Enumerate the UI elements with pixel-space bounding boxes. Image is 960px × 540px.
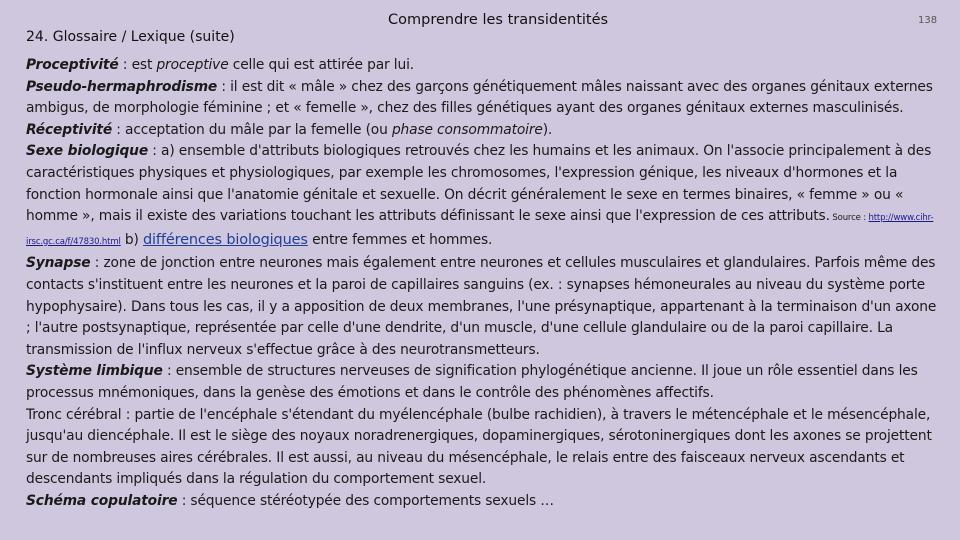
term: Réceptivité bbox=[26, 121, 113, 138]
term: Sexe biologique bbox=[26, 143, 149, 160]
term: Pseudo-hermaphrodisme bbox=[26, 78, 218, 95]
source-label: Source : bbox=[829, 213, 869, 224]
entry-pseudo-hermaphrodisme: Pseudo-hermaphrodisme : il est dit « mâle » chez des garçons génétiquement mâles naissant avec des organes génitaux externes ambigus, de morphologie féminine ; et « femelle », chez des filles génétiques ayant des organes génitaux externes masculinisés. bbox=[26, 78, 933, 117]
entry-sexe-biologique: Sexe biologique : a) ensemble d'attributs biologiques retrouvés chez les humains et les animaux. On l'associe principalement à des caractéristiques physiques et physiologiques, par exemple les chromosomes, l'expression génique, les niveaux d'hormones et la fonction hormonale ainsi que l'anatomie génitale et sexuelle. On décrit généralement le sexe en termes binaires, « femme » ou « homme », mais il existe des variations touchant les attributs définissant le sexe ainsi que l'expression de ces attributs. Source : http://www.cihr-irsc.gc.ca/f/47830.html b) différences biologiques entre femmes et hommes. bbox=[26, 143, 934, 248]
glossary-body bbox=[26, 55, 944, 512]
entry-schema-copulatoire: Schéma copulatoire : séquence stéréotypée des comportements sexuels … bbox=[26, 492, 554, 509]
entry-proceptivite: Proceptivité : est proceptive celle qui est attirée par lui. bbox=[26, 57, 414, 73]
source-link[interactable]: http://www.cihr-irsc.gc.ca/f/47830.html bbox=[26, 213, 934, 247]
term: Proceptivité bbox=[26, 57, 119, 73]
term: Synapse bbox=[26, 255, 91, 272]
section-title: 24. Glossaire / Lexique (suite) bbox=[26, 29, 235, 45]
entry-synapse: Synapse : zone de jonction entre neurones mais également entre neurones et cellules musculaires et glandulaires. Parfois même des contacts s'instituent entre les neurones et la paroi de capillaires sanguins (ex. : synapses hémoneurales au niveau du système porte hypophysaire). Dans tous les cas, il y a apposition de deux membranes, l'une présynaptique, appartenant à la terminaison d'un axone ; l'autre postsynaptique, représentée par celle d'une dendrite, d'un muscle, d'une cellule glandulaire ou de la paroi capillaire. La transmission de l'influx nerveux s'effectue grâce à des neurotransmetteurs. bbox=[26, 255, 937, 358]
differences-biologiques-link[interactable]: différences biologiques bbox=[143, 231, 308, 248]
term: Système limbique bbox=[26, 363, 163, 380]
entry-tronc-cerebral: Tronc cérébral : partie de l'encéphale s'étendant du myélencéphale (bulbe rachidien), à travers le métencéphale et le mésencéphale, jusqu'au diencéphale. Il est le siège des noyaux noradrenergiques, dopaminergiques, sérotoninergiques dont les axones se projettent sur de nombreuses aires cérébrales. Il est aussi, au niveau du mésencéphale, le relais entre des faisceaux nerveux ascendants et descendants impliqués dans la régulation du comportement sexuel. bbox=[26, 406, 932, 488]
term: Schéma copulatoire bbox=[26, 492, 178, 509]
page-number: 138 bbox=[918, 15, 938, 26]
entry-receptivite: Réceptivité : acceptation du mâle par la femelle (ou phase consommatoire). bbox=[26, 121, 553, 138]
entry-systeme-limbique: Système limbique : ensemble de structures nerveuses de signification phylogénétique ancienne. Il joue un rôle essentiel dans les processus mnémoniques, dans la genèse des émotions et dans le contrôle des phénomènes affectifs. bbox=[26, 363, 918, 401]
slide-title: Comprendre les transidentités bbox=[388, 12, 609, 28]
